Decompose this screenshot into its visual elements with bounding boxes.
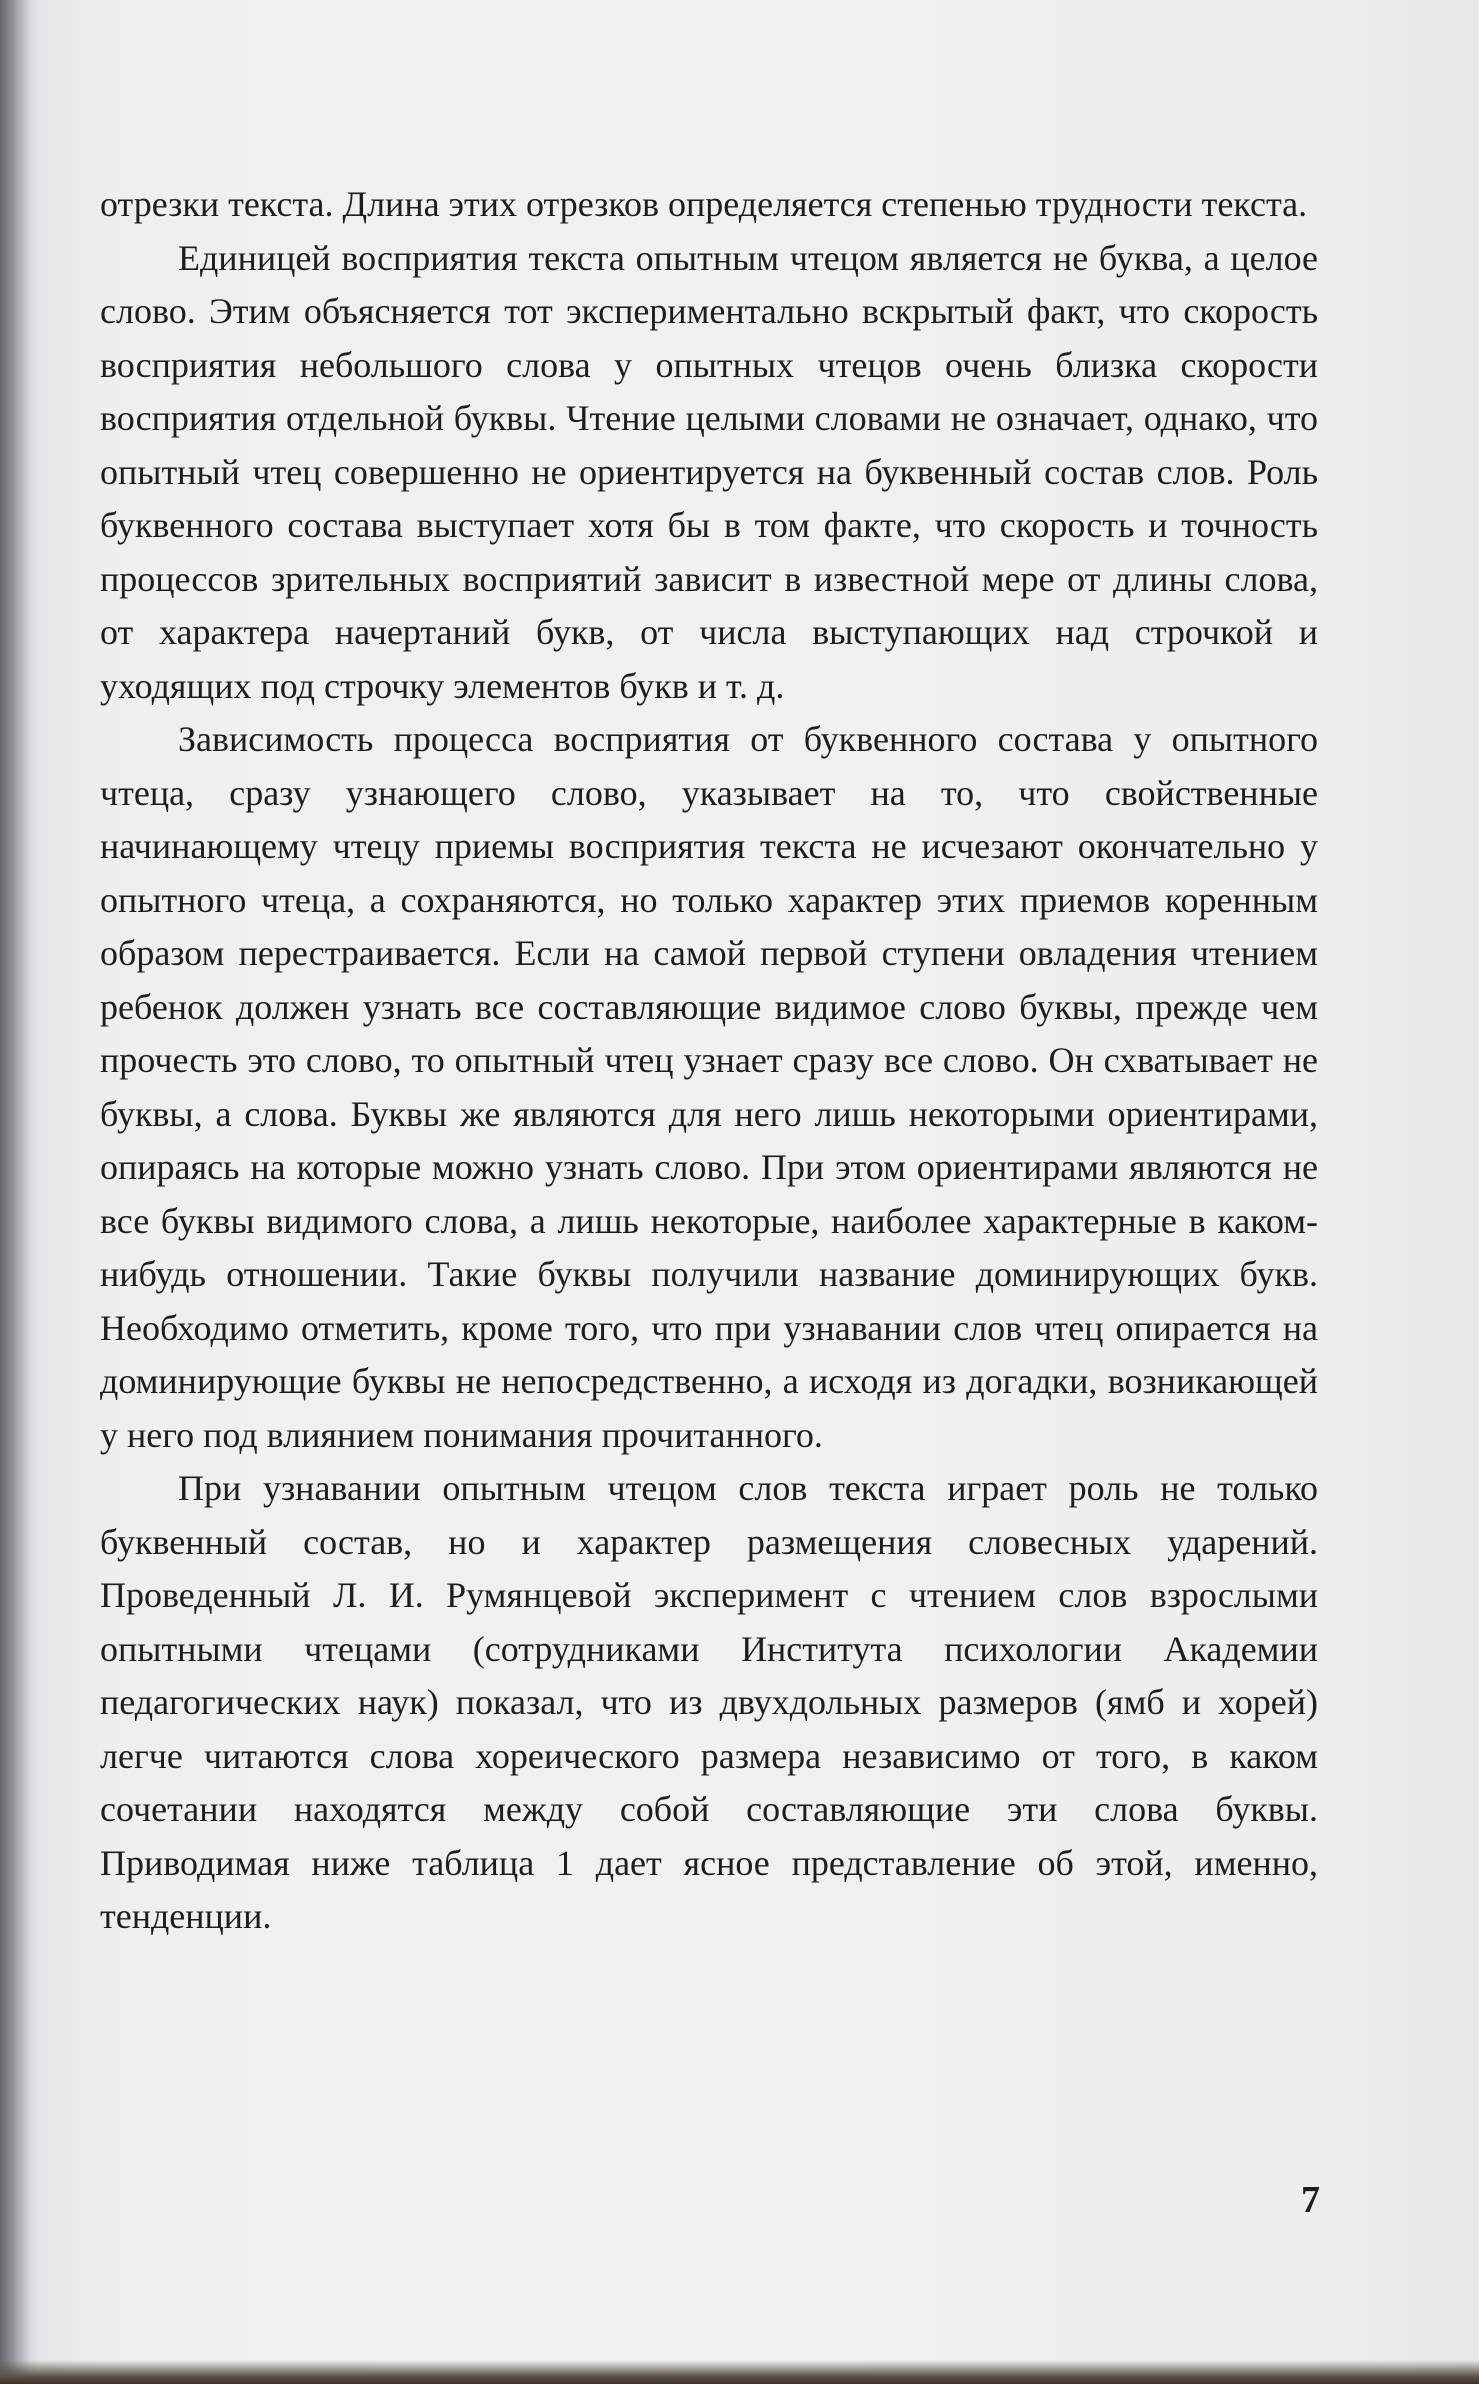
- body-text: [100, 178, 1318, 1944]
- paragraph-dominant-letters: Зависимость процесса восприятия от буквенного состава у опытного чтеца, сразу узнающего слово, указывает на то, что свойственные начинающему чтецу приемы восприятия текста не исчезают окончательно у опытного чтеца, а сохраняются, но только характер этих приемов коренным образом перестраивается. Если на самой первой ступени овладения чтением ребенок должен узнать все составляющие видимое слово буквы, прежде чем прочесть это слово, то опытный чтец узнает сразу все слово. Он схватывает не буквы, а слова. Буквы же являются для него лишь некоторыми ориентирами, опираясь на которые можно узнать слово. При этом ориентирами являются не все буквы видимого слова, а лишь некоторые, наиболее характерные в каком-нибудь отношении. Такие буквы получили название доминирующих букв. Необходимо отметить, кроме того, что при узнавании слов чтец опирается на доминирующие буквы не непосредственно, а исходя из догадки, возникающей у него под влиянием понимания прочитанного.: [100, 719, 1318, 1455]
- paragraph-word-unit: Единицей восприятия текста опытным чтецом является не буква, а целое слово. Этим объясняется тот экспериментально вскрытый факт, что скорость восприятия небольшого слова у опытных чтецов очень близка скорости восприятия отдельной буквы. Чтение целыми словами не означает, однако, что опытный чтец совершенно не ориентируется на буквенный состав слов. Роль буквенного состава выступает хотя бы в том факте, что скорость и точность процессов зрительных восприятий зависит в известной мере от длины слова, от характера начертаний букв, от числа выступающих над строчкой и уходящих под строчку элементов букв и т. д.: [100, 237, 1318, 706]
- page-gutter-shadow: [0, 0, 30, 2384]
- page-number: 7: [1301, 2179, 1320, 2221]
- paragraph-continuation: отрезки текста. Длина этих отрезков определяется степенью трудности текста.: [100, 184, 1308, 224]
- page-bottom-edge: [0, 2360, 1479, 2384]
- paragraph-stress-experiment: При узнавании опытным чтецом слов текста играет роль не только буквенный состав, но и характер размещения словесных ударений. Проведенный Л. И. Румянцевой эксперимент с чтением слов взрослыми опытными чтецами (сотрудниками Института психологии Академии педагогических наук) показал, что из двухдольных размеров (ямб и хорей) легче читаются слова хореического размера независимо от того, в каком сочетании находятся между собой составляющие эти слова буквы. Приводимая ниже таблица 1 дает ясное представление об этой, именно, тенденции.: [100, 1468, 1318, 1936]
